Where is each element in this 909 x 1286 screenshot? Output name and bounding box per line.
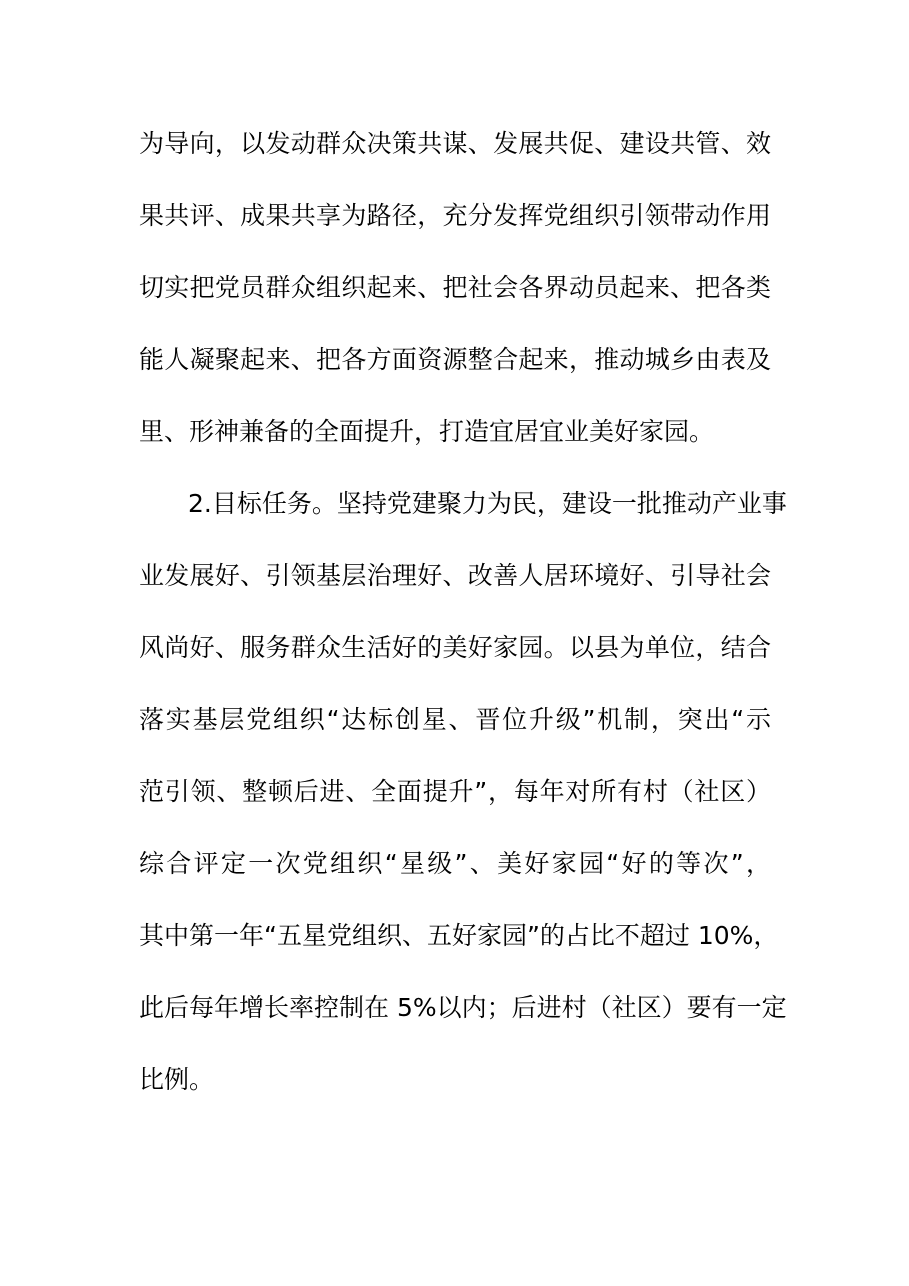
text-line: 果共评、成果共享为路径，充分发挥党组织引领带动作用 — [139, 201, 771, 230]
text-line: 业发展好、引领基层治理好、改善人居环境好、引导社会 — [139, 561, 771, 590]
text-line: 比例。 — [139, 1065, 215, 1094]
text-line: 切实把党员群众组织起来、把社会各界动员起来、把各类 — [139, 273, 771, 302]
text-line: 风尚好、服务群众生活好的美好家园。以县为单位，结合 — [139, 633, 771, 662]
text-line: 里、形神兼备的全面提升，打造宜居宜业美好家园。 — [139, 417, 715, 446]
text-line: 能人凝聚起来、把各方面资源整合起来，推动城乡由表及 — [139, 345, 771, 374]
text-line: 其中第一年“五星党组织、五好家园”的占比不超过 10%， — [139, 921, 779, 950]
text-line: 落实基层党组织“达标创星、晋位升级”机制，突出“示 — [139, 705, 771, 734]
text-line: 此后每年增长率控制在 5%以内；后进村（社区）要有一定 — [139, 993, 787, 1022]
text-line: 为导向，以发动群众决策共谋、发展共促、建设共管、效 — [139, 129, 771, 158]
text-line: 2.目标任务。坚持党建聚力为民，建设一批推动产业事 — [188, 489, 787, 518]
text-line: 范引领、整顿后进、全面提升”，每年对所有村（社区） — [139, 777, 771, 806]
text-line: 综合评定一次党组织“星级”、美好家园“好的等次”， — [139, 849, 771, 878]
